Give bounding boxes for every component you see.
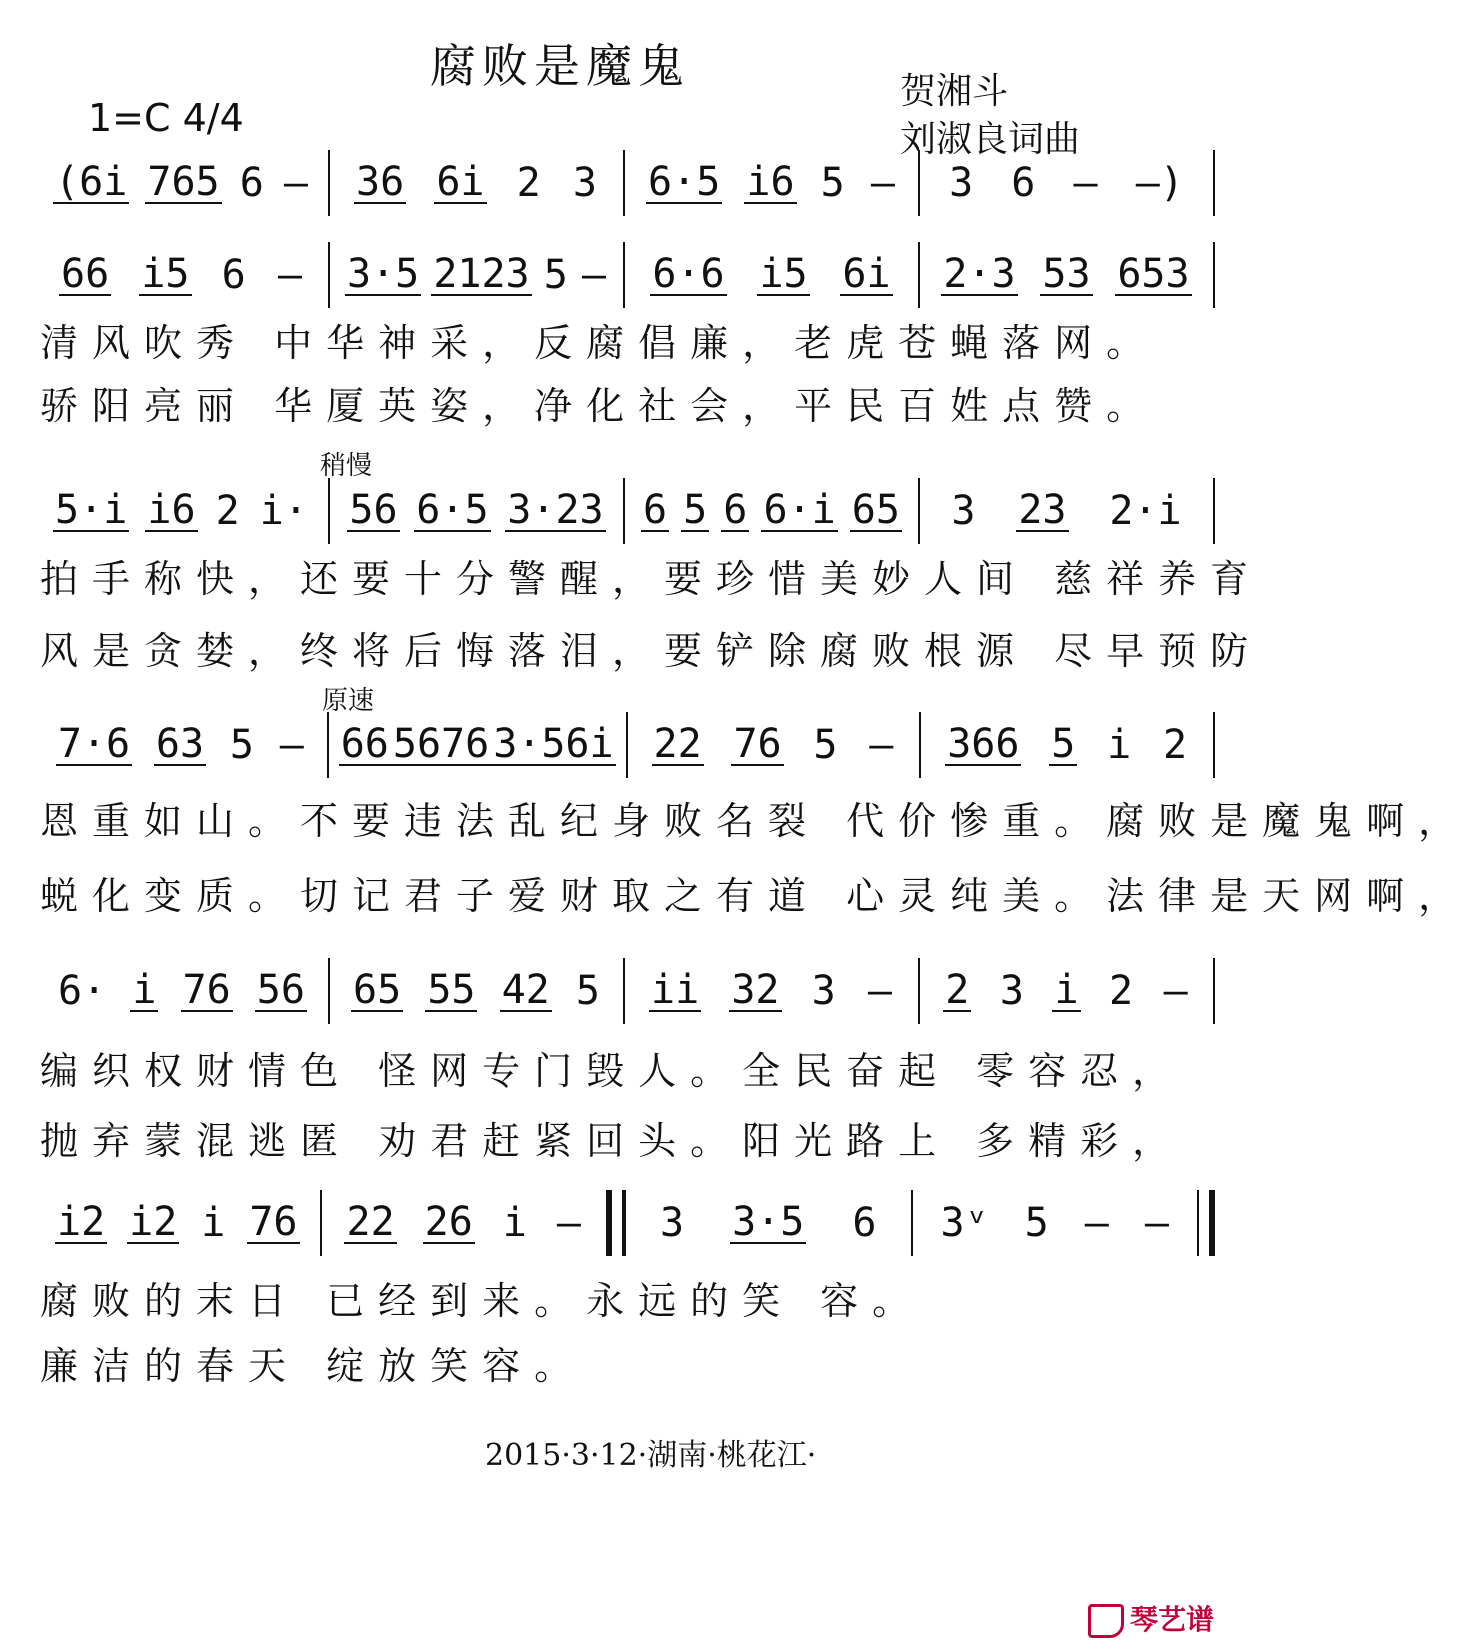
note: — [867,968,892,1014]
note: 6·5 [416,487,489,533]
lyric-line: 腐败的末日 已经到来。永远的笑 容。 [40,1279,925,1323]
note: i [132,967,157,1013]
note: 6 [643,487,668,533]
staff-row [35,150,1215,216]
note: 5·i [55,487,128,533]
lyric-line: 拍手称快，还要十分警醒，要珍惜美妙人间 慈祥养育 [40,557,1263,601]
note: 2 [215,488,240,534]
lyric-line: 清风吹秀 中华神采，反腐倡廉，老虎苍蝇落网。 [40,321,1159,365]
note: ii [651,967,700,1013]
note: 6i [842,251,891,297]
note: 3 [949,160,974,206]
note: i [502,1200,527,1246]
measure [918,150,1213,216]
note: 2 [1109,968,1134,1014]
watermark-logo [1088,1598,1214,1638]
note: 5 [820,160,845,206]
measure [918,478,1213,544]
note: — [279,722,304,768]
note: i2 [129,1199,178,1245]
final-barline [1197,1190,1215,1256]
note: — [581,252,606,298]
note: 3 [999,968,1024,1014]
note: —) [1135,160,1184,206]
composer: 刘淑良 [900,119,1009,160]
note: 2 [516,160,541,206]
note: i [1107,722,1132,768]
note: 3 [660,1200,685,1246]
note: 6·5 [648,159,721,205]
measure [623,242,918,308]
measure [35,712,327,778]
note: (6i [55,159,128,205]
measure [320,1190,607,1256]
staff-row [35,478,1215,544]
note: 5 [229,722,254,768]
lyricist: 贺湘斗 [900,71,1009,112]
note: 3 [572,160,597,206]
barline [1213,242,1215,308]
measure [918,958,1213,1024]
note: 26 [424,1199,473,1245]
measure [623,958,918,1024]
note: 22 [346,1199,395,1245]
measure [328,150,623,216]
staff-row [35,1190,1215,1256]
note: 3·5 [732,1199,805,1245]
note: — [283,160,308,206]
lyric-line: 骄阳亮丽 华厦英姿，净化社会，平民百姓点赞。 [40,384,1159,428]
note: — [1163,968,1188,1014]
measure [623,150,918,216]
note: 22 [653,721,702,767]
note: 76 [182,967,231,1013]
lyric-line: 廉洁的春天 绽放笑容。 [40,1344,587,1388]
note: 2·i [1109,488,1182,534]
note: 5676 [392,721,490,767]
lyric-line: 风是贪婪，终将后悔落泪，要铲除腐败根源 尽早预防 [40,629,1263,673]
repeat-barline [606,1190,624,1256]
measure [35,1190,320,1256]
note: 5 [683,487,708,533]
measure [918,242,1213,308]
watermark-text: 琴艺谱 [1130,1603,1215,1636]
note: 32 [731,967,780,1013]
note: 5 [1051,721,1076,767]
note: 3ᵛ [940,1200,989,1246]
measure [919,712,1213,778]
note: — [869,722,894,768]
note: 5 [543,252,568,298]
note: 55 [427,967,476,1013]
measure [35,242,328,308]
note: 3·23 [507,487,604,533]
note: — [277,252,302,298]
tempo-mark-slower: 稍慢 [320,451,373,481]
note: 65 [851,487,900,533]
barline [1213,958,1215,1024]
note: 3 [951,488,976,534]
note: 7·6 [57,721,131,767]
note: 66 [340,721,389,767]
measure [624,1190,911,1256]
note: i5 [759,251,808,297]
note: — [1084,1200,1109,1246]
staff-row [35,958,1215,1024]
measure [626,712,920,778]
measure [327,712,626,778]
note: 6i [436,159,485,205]
note: 2 [1162,722,1188,768]
note: i5 [141,251,190,297]
note: 56 [349,487,398,533]
note: 5 [575,968,600,1014]
note: — [1144,1200,1169,1246]
note: 76 [249,1199,298,1245]
note: i· [259,488,308,534]
note: 6· [58,968,107,1014]
note: — [870,160,895,206]
note: — [556,1200,581,1246]
note: 3 [811,968,836,1014]
note: 6 [1011,160,1036,206]
lyric-line: 抛弃蒙混逃匿 劝君赶紧回头。阳光路上 多精彩， [40,1119,1185,1163]
note: i6 [147,487,196,533]
staff-row [35,242,1215,308]
note: 23 [1018,487,1067,533]
staff-row [35,712,1215,778]
note: 65 [353,967,402,1013]
note: i [201,1200,226,1246]
note: 36 [356,159,405,205]
lyric-line: 编织权财情色 怪网专门毁人。全民奋起 零容忍， [40,1049,1185,1093]
note: — [1073,160,1098,206]
note: 42 [501,967,550,1013]
note: 366 [947,721,1020,767]
measure [623,478,918,544]
song-title: 腐败是魔鬼 [430,39,690,93]
measure [35,150,328,216]
measure [328,478,623,544]
note: 6·i [763,487,836,533]
note: 63 [155,721,205,767]
measure [328,958,623,1024]
note: 6 [239,160,264,206]
note: 765 [147,159,220,205]
note: 5 [813,722,838,768]
note: 653 [1117,251,1190,297]
note: 6·6 [652,251,725,297]
note: 2·3 [943,251,1016,297]
note: 2123 [433,251,530,297]
lyric-line: 恩重如山。不要违法乱纪身败名裂 代价惨重。腐败是魔鬼啊， [40,799,1470,843]
barline [1213,478,1215,544]
note: 2 [945,967,970,1013]
note: 6 [723,487,748,533]
note: i [1054,967,1079,1013]
note: 6 [852,1200,877,1246]
barline [1213,150,1215,216]
note: 56 [256,967,305,1013]
measure [328,242,623,308]
measure [35,478,328,544]
note: 3·5 [347,251,420,297]
key-signature: 1=C 4/4 [88,96,244,140]
logo-icon [1088,1604,1124,1638]
note: 76 [733,721,782,767]
date-place: 2015·3·12·湖南·桃花江· [485,1438,817,1473]
tempo-mark-original: 原速 [322,686,375,716]
note: 66 [61,251,110,297]
measure [35,958,328,1024]
note: i2 [56,1199,106,1245]
note: 53 [1042,251,1091,297]
credits-role: 词曲 [1008,119,1081,160]
note: 6 [221,252,246,298]
lyric-line: 蜕化变质。切记君子爱财取之有道 心灵纯美。法律是天网啊， [40,874,1470,918]
barline [1213,712,1215,778]
measure [911,1190,1198,1256]
note: 5 [1024,1200,1049,1246]
note: i6 [746,159,795,205]
note: 3·56i [493,721,614,767]
